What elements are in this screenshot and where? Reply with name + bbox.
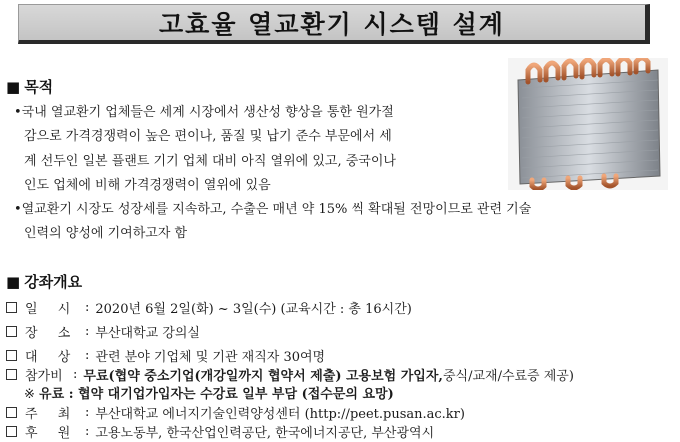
purpose-text-line: 감으로 가격경쟁력이 높은 편이나, 품질 및 납기 준수 부문에서 세 [24,129,392,144]
item-value: 부산대학교 강의실 [95,326,200,341]
overview-item-place: 장 소 : 부산대학교 강의실 [6,322,200,341]
purpose-text-line: 인도 업체에 비해 가격경쟁력이 열위에 있음 [24,178,271,193]
purpose-text-line: 계 선두인 일본 플랜트 기기 업체 대비 아직 열위에 있고, 중국이나 [24,154,396,169]
item-label: 일 시 [25,302,79,317]
overview-item-target: 대 상 : 관련 분야 기업체 및 기관 재직자 30여명 [6,346,325,365]
overview-item-support: 후 원 : 고용노동부, 한국산업인력공단, 한국에너지공단, 부산광역시 [6,422,434,441]
square-bullet-icon: ■ [6,273,21,291]
fee-note [24,383,394,402]
page-title: 고효율 열교환기 시스템 설계 [159,9,505,39]
purpose-text-line: •국내 열교환기 업체들은 세계 시장에서 생산성 향상을 통한 원가절 [14,105,394,120]
checkbox-icon [6,369,17,380]
item-label: 장 소 [25,326,79,341]
reference-mark: ※ [24,387,35,402]
overview-item-host: 주 최 : 부산대학교 에너지기술인력양성센터 (http://peet.pusan.ac.kr) [6,403,465,422]
item-label: 참가비 [25,369,63,384]
purpose-text-line: 인력의 양성에 기여하고자 함 [24,226,188,241]
checkbox-icon [6,326,17,337]
purpose-text-line: •열교환기 시장도 성장세를 지속하고, 수출은 매년 약 15% 씩 확대될 전망이므로 관련 기술 [14,202,532,217]
purpose-heading: ■ 목적 [6,78,54,96]
item-value: 고용노동부, 한국산업인력공단, 한국에너지공단, 부산광역시 [95,426,435,441]
item-value-bold: 무료(협약 중소기업(개강일까지 협약서 제출) 고용보험 가입자, [83,369,443,384]
checkbox-icon [6,426,17,437]
item-label: 대 상 [25,350,79,365]
overview-item-date: 일 시 : 2020년 6월 2일(화) ~ 3일(수) (교육시간 : 총 16시간) [6,298,412,317]
item-value: 중식/교재/수료증 제공) [442,369,574,384]
checkbox-icon [6,407,17,418]
overview-item-fee: 참가비 : 무료(협약 중소기업(개강일까지 협약서 제출) 고용보험 가입자, 중식/교재/수료증 제공) [6,365,574,384]
item-value: 2020년 6월 2일(화) ~ 3일(수) (교육시간 : 총 16시간) [95,302,412,317]
item-value: 부산대학교 에너지기술인력양성센터 (http://peet.pusan.ac.kr) [95,407,465,422]
item-label: 후 원 [25,426,79,441]
checkbox-icon [6,302,17,313]
item-label: 주 최 [25,407,79,422]
overview-heading: ■ 강좌개요 [6,273,83,291]
item-value: 관련 분야 기업체 및 기관 재직자 30여명 [95,350,326,365]
square-bullet-icon: ■ [6,78,21,96]
checkbox-icon [6,350,17,361]
fee-note-text: 유료 : 협약 대기업가입자는 수강료 일부 부담 (접수문의 요망) [39,387,394,402]
heat-exchanger-image [508,58,668,190]
title-banner [18,4,650,44]
